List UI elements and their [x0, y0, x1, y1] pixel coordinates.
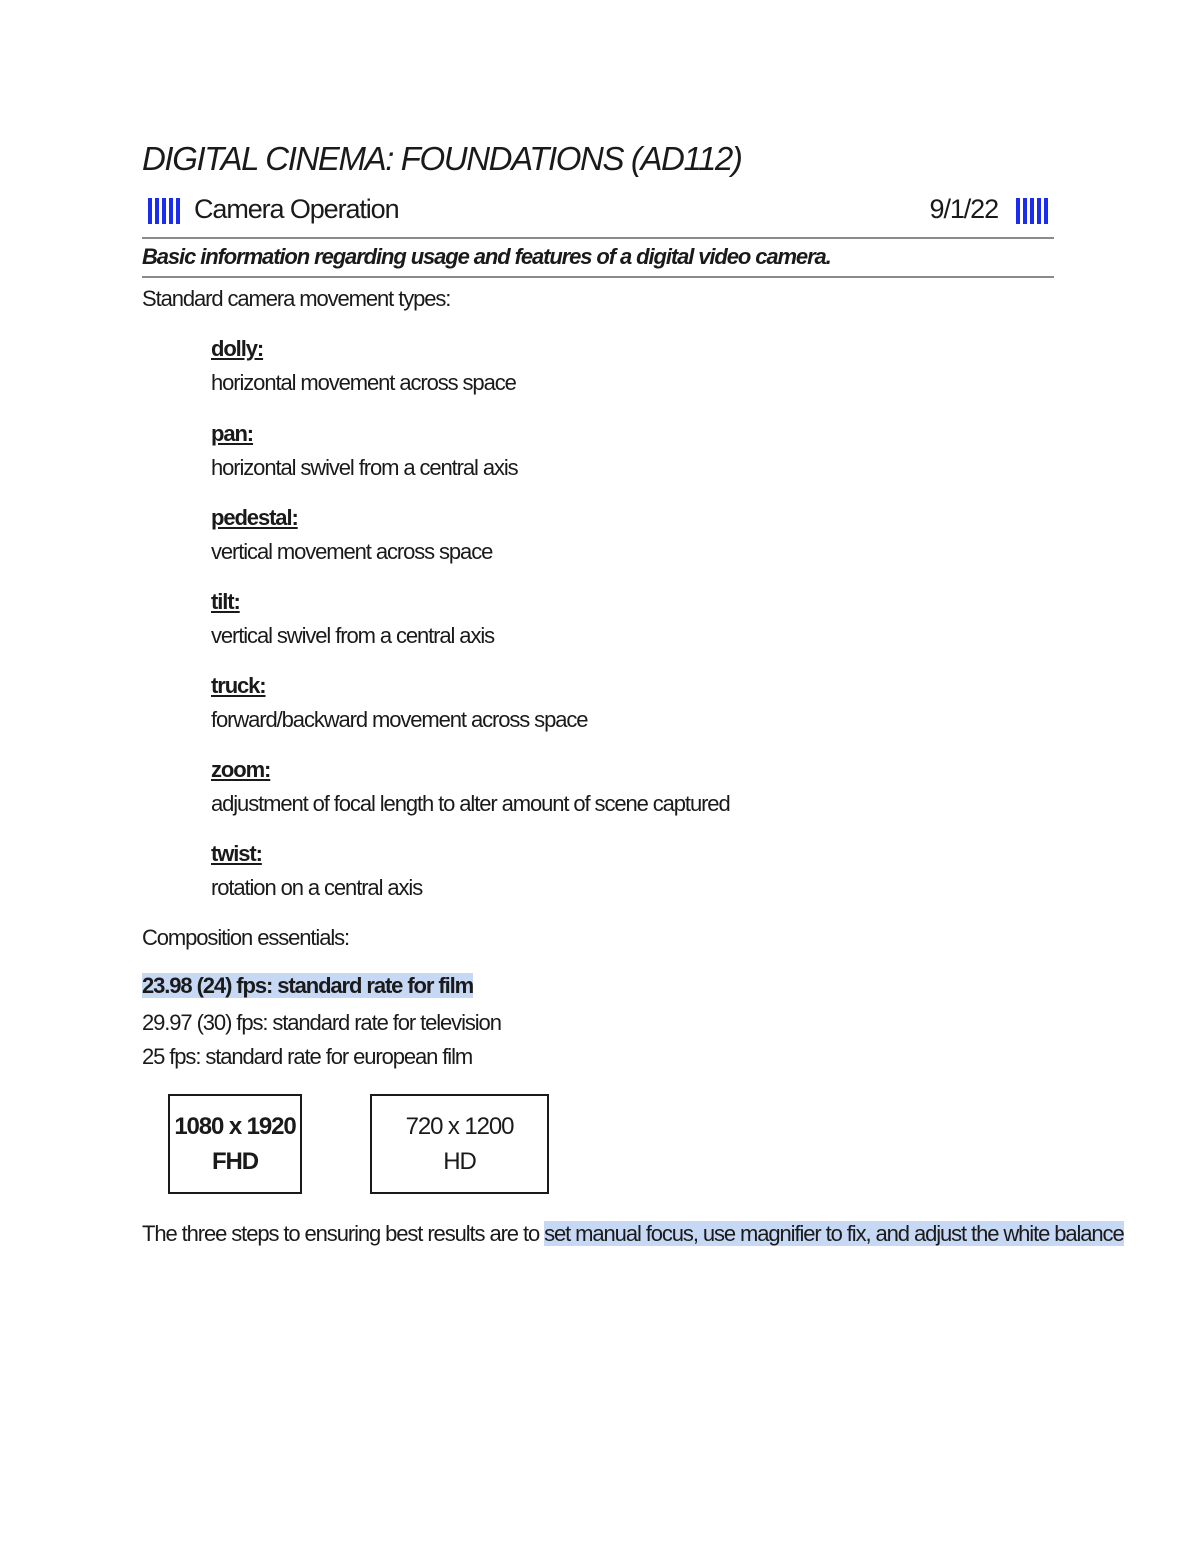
movement-definition: forward/backward movement across space: [211, 707, 588, 732]
resolution-label: HD: [443, 1148, 476, 1175]
movement-term: pedestal:: [211, 505, 298, 530]
course-title: DIGITAL CINEMA: FOUNDATIONS (AD112): [142, 140, 742, 177]
header-divider-bottom: [142, 276, 1054, 278]
resolution-label: FHD: [211, 1148, 259, 1175]
movement-definition: rotation on a central axis: [211, 875, 423, 900]
accent-bars-left: [148, 198, 180, 224]
movement-definition: horizontal movement across space: [211, 370, 516, 395]
movement-intro: Standard camera movement types:: [142, 286, 451, 311]
movement-definition: adjustment of focal length to alter amount of scene captured: [211, 791, 730, 816]
steps-highlight: set manual focus, use magnifier to fix, and adjust the white balance: [544, 1221, 1124, 1246]
movement-term: truck:: [211, 673, 266, 698]
header-divider-top: [142, 237, 1054, 239]
section-header: [142, 192, 1054, 230]
steps-sentence: [142, 1221, 1124, 1247]
resolution-size: 1080 x 1920: [174, 1113, 296, 1140]
frame-rate-european: 25 fps: standard rate for european film: [142, 1044, 473, 1069]
movement-definition: vertical movement across space: [211, 539, 493, 564]
movement-term: twist:: [211, 841, 262, 866]
movement-term: pan:: [211, 421, 254, 446]
accent-bars-right: [1016, 198, 1048, 224]
composition-intro: Composition essentials:: [142, 925, 350, 950]
page-subtitle: Basic information regarding usage and features of a digital video camera.: [142, 244, 831, 269]
movement-definition: vertical swivel from a central axis: [211, 623, 495, 648]
steps-prefix: The three steps to ensuring best results are to: [142, 1221, 545, 1246]
frame-rate-television: 29.97 (30) fps: standard rate for television: [142, 1010, 501, 1035]
movement-term: dolly:: [211, 336, 264, 361]
movement-term: zoom:: [211, 757, 271, 782]
resolution-box-hd: [370, 1094, 549, 1194]
lecture-date: 9/1/22: [929, 194, 998, 224]
resolution-size: 720 x 1200: [405, 1113, 514, 1140]
resolution-box-fhd: [168, 1094, 302, 1194]
frame-rate-film: [142, 973, 473, 999]
movement-term: tilt:: [211, 589, 240, 614]
movement-definition: horizontal swivel from a central axis: [211, 455, 518, 480]
topic-title: Camera Operation: [194, 194, 399, 224]
frame-rate-highlight: 23.98 (24) fps: standard rate for film: [142, 973, 474, 998]
